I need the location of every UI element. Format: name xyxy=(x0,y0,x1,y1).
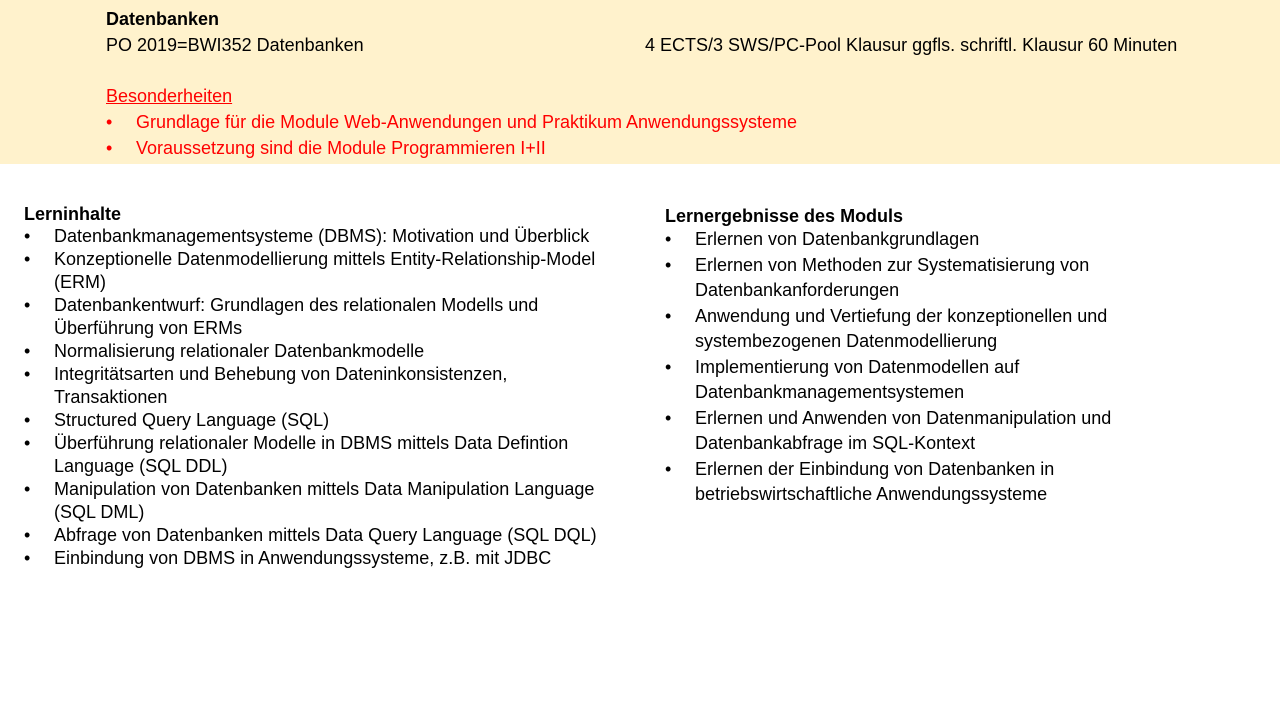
list-item: • Erlernen von Datenbankgrundlagen xyxy=(665,227,1165,253)
module-title: Datenbanken xyxy=(106,9,220,29)
module-code: PO 2019=BWI352 Datenbanken xyxy=(106,35,364,55)
list-item: • Erlernen der Einbindung von Datenbanken in betriebswirtschaftliche Anwendungssysteme xyxy=(665,457,1165,508)
list-item: • Integritätsarten und Behebung von Dateninkonsistenzen, Transaktionen xyxy=(24,363,604,409)
special-heading: Besonderheiten xyxy=(106,86,233,106)
learning-outcomes-heading: Lernergebnisse des Moduls xyxy=(665,206,904,226)
learning-contents xyxy=(24,203,604,570)
list-item: • Datenbankmanagementsysteme (DBMS): Motivation und Überblick xyxy=(24,225,604,248)
list-item: • Structured Query Language (SQL) xyxy=(24,409,604,432)
module-meta: 4 ECTS/3 SWS/PC-Pool Klausur ggfls. schriftl. Klausur 60 Minuten xyxy=(645,35,1178,55)
list-item: • Manipulation von Datenbanken mittels Data Manipulation Language (SQL DML) xyxy=(24,478,604,524)
list-item: • Erlernen und Anwenden von Datenmanipulation und Datenbankabfrage im SQL-Kontext xyxy=(665,406,1165,457)
list-item: • Konzeptionelle Datenmodellierung mittels Entity-Relationship-Model (ERM) xyxy=(24,248,604,294)
special-item: • Grundlage für die Module Web-Anwendungen und Praktikum Anwendungssysteme xyxy=(106,109,1206,135)
list-item: • Erlernen von Methoden zur Systematisierung von Datenbankanforderungen xyxy=(665,253,1165,304)
list-item: • Normalisierung relationaler Datenbankmodelle xyxy=(24,340,604,363)
learning-contents-heading: Lerninhalte xyxy=(24,204,122,224)
learning-contents-list xyxy=(24,225,604,570)
module-header xyxy=(0,0,1280,164)
list-item: • Überführung relationaler Modelle in DBMS mittels Data Defintion Language (SQL DDL) xyxy=(24,432,604,478)
list-item: • Anwendung und Vertiefung der konzeptionellen und systembezogenen Datenmodellierung xyxy=(665,304,1165,355)
list-item: • Datenbankentwurf: Grundlagen des relationalen Modells und Überführung von ERMs xyxy=(24,294,604,340)
learning-outcomes-list xyxy=(665,227,1165,508)
special-item: • Voraussetzung sind die Module Programmieren I+II xyxy=(106,135,1206,161)
learning-outcomes xyxy=(665,205,1165,508)
list-item: • Abfrage von Datenbanken mittels Data Query Language (SQL DQL) xyxy=(24,524,604,547)
list-item: • Implementierung von Datenmodellen auf Datenbankmanagementsystemen xyxy=(665,355,1165,406)
list-item: • Einbindung von DBMS in Anwendungssysteme, z.B. mit JDBC xyxy=(24,547,604,570)
special-list xyxy=(106,109,1206,161)
